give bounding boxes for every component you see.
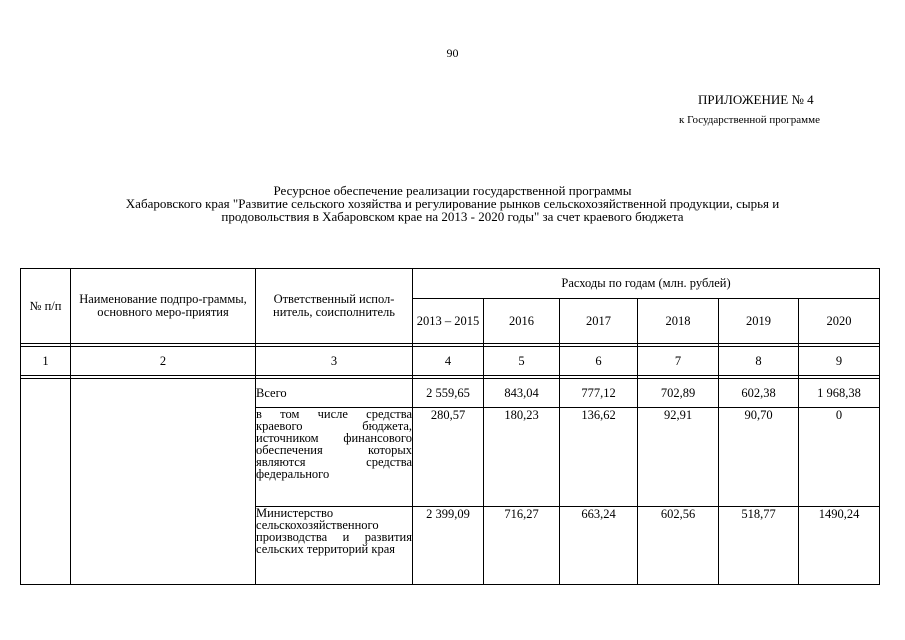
value-cell: 0: [799, 408, 880, 507]
column-number: 1: [21, 347, 71, 376]
header-year: 2019: [719, 299, 799, 344]
value-cell: 92,91: [638, 408, 719, 507]
value-cell: 777,12: [560, 379, 638, 408]
value-cell: 702,89: [638, 379, 719, 408]
column-number: 2: [71, 347, 256, 376]
value-cell: 843,04: [484, 379, 560, 408]
header-executor: Ответственный испол-нитель, соисполнитель: [256, 269, 413, 344]
executor-cell: в том числе средства краевого бюджета, источником финансового обеспечения которых являются средства федерального: [256, 408, 413, 507]
column-number: 9: [799, 347, 880, 376]
table-row: [21, 379, 880, 408]
document-title: [0, 184, 905, 223]
value-cell: 1490,24: [799, 507, 880, 585]
column-number: 5: [484, 347, 560, 376]
header-expenses: Расходы по годам (млн. рублей): [413, 269, 880, 299]
column-number: 6: [560, 347, 638, 376]
document-title-line-2: Хабаровского края "Развитие сельского хозяйства и регулирование рынков сельскохозяйственной продукции, сырья и: [125, 196, 780, 211]
value-cell: 716,27: [484, 507, 560, 585]
column-number: 4: [413, 347, 484, 376]
header-name: Наименование подпро-граммы, основного меро-приятия: [71, 269, 256, 344]
value-cell: 2 399,09: [413, 507, 484, 585]
resource-table: [20, 268, 880, 585]
header-year: 2020: [799, 299, 880, 344]
value-cell: 136,62: [560, 408, 638, 507]
value-cell: 602,56: [638, 507, 719, 585]
value-cell: 280,57: [413, 408, 484, 507]
value-cell: 1 968,38: [799, 379, 880, 408]
value-cell: 90,70: [719, 408, 799, 507]
row-number-cell: [21, 379, 71, 585]
document-title-line-3: продовольствия в Хабаровском крае на 2013 - 2020 годы" за счет краевого бюджета: [221, 209, 684, 224]
column-number: 8: [719, 347, 799, 376]
appendix-subtitle: к Государственной программе: [679, 114, 820, 126]
executor-cell: Министерство сельскохозяйственного производства и развития сельских территорий края: [256, 507, 413, 585]
header-year: 2013 – 2015: [413, 299, 484, 344]
column-number: 3: [256, 347, 413, 376]
value-cell: 663,24: [560, 507, 638, 585]
executor-cell: Всего: [256, 379, 413, 408]
header-year: 2018: [638, 299, 719, 344]
value-cell: 602,38: [719, 379, 799, 408]
value-cell: 518,77: [719, 507, 799, 585]
page-number: 90: [446, 46, 459, 60]
appendix-title: ПРИЛОЖЕНИЕ № 4: [698, 92, 814, 107]
value-cell: 2 559,65: [413, 379, 484, 408]
value-cell: 180,23: [484, 408, 560, 507]
column-number: 7: [638, 347, 719, 376]
header-year: 2016: [484, 299, 560, 344]
header-year: 2017: [560, 299, 638, 344]
header-number: № п/п: [21, 269, 71, 344]
row-name-cell: [71, 379, 256, 585]
document-title-line-1: Ресурсное обеспечение реализации государственной программы: [273, 183, 632, 198]
